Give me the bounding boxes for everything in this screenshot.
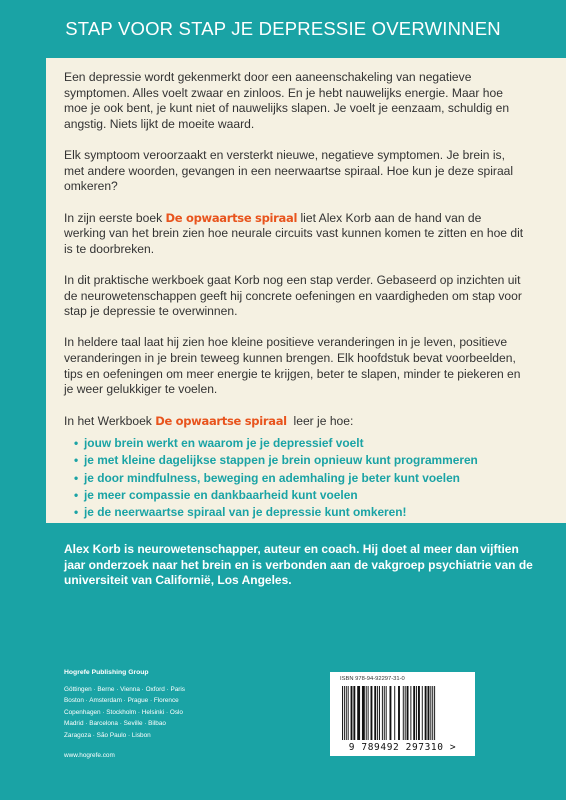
bullet-icon: •	[74, 453, 79, 468]
barcode-bar	[353, 686, 355, 740]
publisher-name: Hogrefe Publishing Group	[64, 669, 149, 676]
benefits-list	[64, 435, 524, 521]
header-band	[0, 0, 566, 58]
barcode-bar	[374, 686, 376, 740]
barcode-bar	[434, 686, 435, 740]
paragraph-1: Een depressie wordt gekenmerkt door een aaneenschakeling van negatieve symptomen. Alles voelt zwaar en zinloos. En je hebt nauwelijks energie. Maar hoe moe je ook bent, je kunt niet of nauwelijks slapen. Je voelt je eenzaam, schuldig en angstig. Niets lijkt de moeite waard.	[64, 70, 510, 131]
paragraph-4: In dit praktische werkboek gaat Korb nog een stap verder. Gebaseerd op inzichten uit de neurowetenschappen geeft hij concrete oefeningen en vaardigheden om stap voor stap je depressie te overwinnen.	[64, 273, 522, 319]
list-item-text: jouw brein werkt en waarom je je depressief voelt	[84, 436, 364, 451]
barcode-bar	[428, 686, 430, 740]
list-item-text: je meer compassie en dankbaarheid kunt voelen	[84, 488, 358, 503]
paragraph-2: Elk symptoom veroorzaakt en versterkt nieuwe, negatieve symptomen. Je brein is, met andere woorden, gevangen in een neerwaartse spiraal. Hoe kun je deze spiraal omkeren?	[64, 148, 514, 194]
book-title-highlight: De opwaartse spiraal	[165, 210, 298, 225]
barcode-icon	[340, 686, 465, 742]
barcode-bar	[348, 686, 349, 740]
barcode-bar	[357, 686, 360, 740]
description-text	[64, 70, 524, 522]
list-item-text: je de neerwaartse spiraal van je depressie kunt omkeren!	[84, 505, 407, 520]
publisher-block	[64, 667, 185, 761]
barcode-bar	[394, 686, 395, 740]
barcode-bar	[403, 686, 404, 740]
barcode-bar	[413, 686, 415, 740]
cover-title: STAP VOOR STAP JE DEPRESSIE OVERWINNEN	[65, 18, 501, 39]
paragraph-3	[64, 211, 524, 258]
list-item	[74, 504, 524, 521]
bullet-icon: •	[74, 436, 79, 451]
barcode-bar	[430, 686, 431, 740]
list-item	[74, 452, 524, 469]
list-item	[74, 487, 524, 504]
list-item	[74, 435, 524, 452]
paragraph-5: In heldere taal laat hij zien hoe kleine positieve veranderingen in je leven, positieve veranderingen in je brein teweeg kunnen brengen. Elk hoofdstuk bevat voorbeelden, tips en oefeningen om meer energie te krijgen, beter te slapen, minder te piekeren en je weer gelukkiger te voelen.	[64, 335, 521, 397]
barcode-bar	[362, 686, 365, 740]
publisher-cities-line: Copenhagen · Stockholm · Helsinki · Oslo	[64, 708, 183, 716]
barcode-bar	[418, 686, 420, 740]
paragraph-6-end: leer je hoe:	[286, 413, 354, 428]
publisher-cities-line: Boston · Amsterdam · Prague · Florence	[64, 697, 179, 705]
barcode-bar	[366, 686, 367, 740]
publisher-cities-line: Göttingen · Berne · Vienna · Oxford · Paris	[64, 685, 186, 693]
barcode-bar	[351, 686, 353, 740]
bullet-icon: •	[74, 488, 79, 503]
barcode-bar	[416, 686, 417, 740]
barcode-digits: 9 789492 297310 >	[348, 742, 457, 753]
publisher-cities-line: Madrid · Barcelona · Seville · Bilbao	[64, 720, 166, 728]
barcode-bar	[398, 686, 400, 740]
barcode-bar	[390, 686, 392, 740]
barcode-bar	[405, 686, 406, 740]
barcode-bar	[382, 686, 383, 740]
barcode-bar	[346, 686, 347, 740]
list-item	[74, 470, 524, 487]
barcode-bar	[368, 686, 369, 740]
barcode-bar	[386, 686, 387, 740]
author-bio: Alex Korb is neurowetenschapper, auteur en coach. Hij doet al meer dan vijftien jaar onderzoek naar het brein en is verbonden aan de vakgroep psychiatrie van de universiteit van Californië, Los Angeles.	[64, 542, 533, 588]
list-item-text: je door mindfulness, beweging en ademhaling je beter kunt voelen	[84, 470, 460, 485]
list-item-text: je met kleine dagelijkse stappen je brein opnieuw kunt programmeren	[84, 453, 478, 468]
barcode-box	[330, 672, 475, 756]
publisher-url: www.hogrefe.com	[64, 751, 115, 759]
bullet-icon: •	[74, 505, 79, 520]
publisher-cities-line: Zaragoza · São Paulo · Lisbon	[64, 731, 151, 739]
barcode-bar	[342, 686, 343, 740]
barcode-bar	[377, 686, 378, 740]
isbn-label: ISBN 978-94-92297-31-0	[340, 676, 405, 682]
paragraph-3-start: In zijn eerste boek	[64, 210, 166, 225]
barcode-bar	[344, 686, 345, 740]
barcode-bar	[422, 686, 423, 740]
paragraph-6	[64, 414, 524, 430]
bullet-icon: •	[74, 470, 79, 485]
paragraph-6-start: In het Werkboek	[64, 413, 156, 428]
barcode-bar	[407, 686, 409, 740]
barcode-bar	[432, 686, 433, 740]
workbook-title-highlight: De opwaartse spiraal	[155, 413, 287, 428]
barcode-bar	[410, 686, 411, 740]
paragraph-3-end: liet Alex Korb aan de hand van de werking van het brein zien hoe neurale circuits vast kunnen komen te zitten en hoe dit is te doorbreken.	[64, 210, 524, 256]
barcode-bar	[379, 686, 380, 740]
barcode-bar	[425, 686, 427, 740]
barcode-bar	[371, 686, 373, 740]
barcode-bar	[384, 686, 385, 740]
